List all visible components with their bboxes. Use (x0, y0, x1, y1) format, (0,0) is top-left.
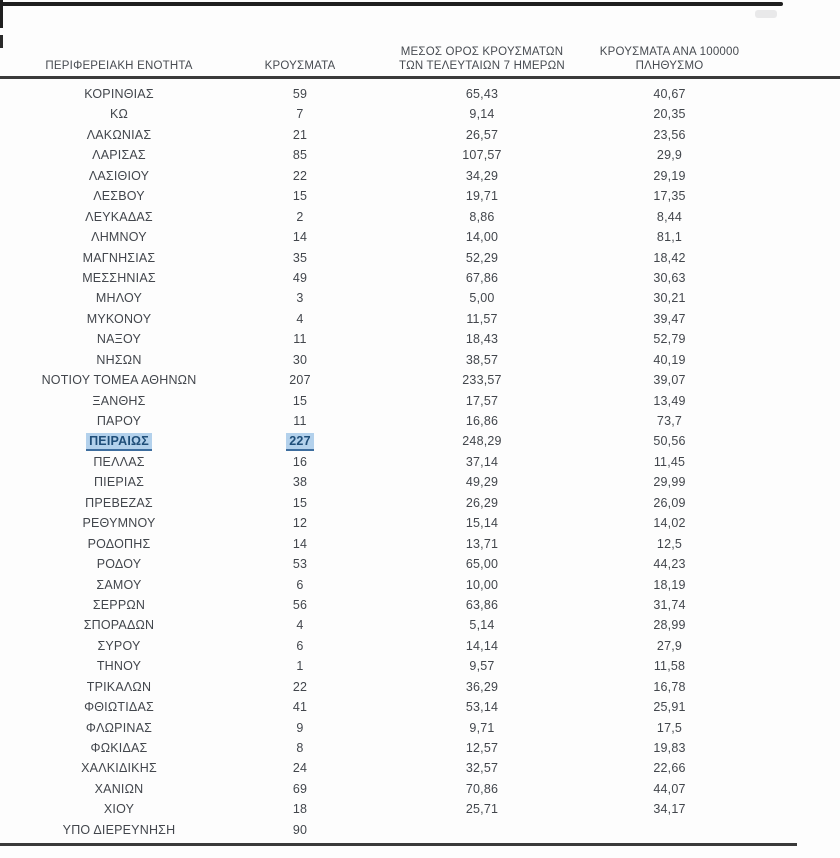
region-cell: ΦΩΚΙΔΑΣ (90, 741, 148, 755)
region-cell: ΜΗΛΟΥ (95, 291, 143, 306)
avg7-cell (362, 820, 602, 840)
per100k-cell: 44,07 (653, 781, 686, 796)
per100k-cell: 73,7 (656, 414, 683, 428)
per100k-cell: 8,44 (656, 209, 683, 224)
table-row (0, 370, 840, 390)
table-row (0, 738, 840, 758)
avg7-cell: 49,29 (465, 475, 499, 490)
cases-cell: 11 (293, 332, 307, 347)
per100k-cell: 18,19 (653, 577, 686, 592)
per100k-cell: 20,35 (653, 107, 686, 122)
table-row (0, 472, 840, 492)
region-cell: ΝΗΣΩΝ (96, 352, 142, 367)
cases-cell: 22 (292, 168, 308, 183)
per100k-cell: 52,79 (653, 332, 686, 347)
per100k-cell: 29,19 (653, 168, 686, 183)
table-row (0, 697, 840, 717)
per100k-cell: 30,63 (653, 270, 686, 285)
table-row (0, 411, 840, 431)
per100k-cell: 12,5 (656, 536, 683, 551)
table-row (0, 329, 840, 349)
per100k-cell: 29,9 (656, 148, 683, 163)
per100k-cell: 25,91 (653, 700, 686, 715)
cases-cell: 16 (292, 454, 308, 469)
region-cell: ΛΗΜΝΟΥ (91, 230, 147, 245)
table-row (0, 125, 840, 145)
table-body (0, 84, 840, 840)
avg7-cell: 37,14 (465, 454, 499, 469)
table-row (0, 104, 840, 124)
cases-cell: 30 (292, 352, 308, 367)
avg7-cell: 63,86 (465, 597, 499, 612)
per100k-cell: 28,99 (653, 618, 686, 633)
cases-cell: 15 (292, 393, 308, 408)
cases-cell: 49 (292, 270, 308, 285)
table-row (0, 288, 840, 308)
avg7-cell: 65,43 (465, 87, 499, 101)
left-edge-rule (0, 0, 3, 28)
region-cell: ΦΛΩΡΙΝΑΣ (85, 720, 153, 735)
per100k-cell: 27,9 (656, 638, 683, 653)
avg7-cell: 18,43 (465, 332, 499, 347)
avg7-cell: 34,29 (465, 168, 499, 183)
table-row (0, 513, 840, 533)
region-cell: ΞΑΝΘΗΣ (92, 393, 146, 408)
region-cell: ΠΡΕΒΕΖΑΣ (85, 495, 153, 510)
table-row (0, 431, 840, 451)
avg7-cell: 9,14 (469, 107, 495, 122)
table-row (0, 268, 840, 288)
table-row (0, 309, 840, 329)
avg7-cell: 65,00 (465, 557, 499, 572)
table-row (0, 656, 840, 676)
region-cell: ΠΕΛΛΑΣ (93, 454, 145, 469)
cases-cell: 69 (292, 781, 308, 796)
cases-cell: 59 (292, 87, 308, 101)
avg7-cell: 14,14 (465, 638, 499, 653)
per100k-cell: 40,67 (653, 87, 686, 101)
avg7-cell: 19,71 (465, 189, 499, 204)
cases-cell: 12 (292, 516, 308, 531)
region-cell: ΝΑΞΟΥ (96, 332, 142, 347)
per100k-cell: 34,17 (653, 802, 686, 817)
table-row (0, 248, 840, 268)
cases-cell: 4 (296, 311, 304, 326)
region-cell: ΚΟΡΙΝΘΙΑΣ (84, 87, 154, 101)
region-cell: ΣΑΜΟΥ (96, 577, 142, 592)
avg7-cell: 8,86 (469, 209, 495, 224)
cases-cell: 1 (296, 659, 304, 674)
table-row (0, 145, 840, 165)
cases-cell: 90 (292, 822, 308, 837)
cases-cell: 22 (292, 679, 308, 694)
cases-cell: 8 (296, 741, 304, 755)
cases-cell: 41 (292, 700, 308, 715)
column-header-line2: ΠΕΡΙΦΕΡΕΙΑΚΗ ΕΝΟΤΗΤΑ (45, 60, 193, 72)
cases-cell: 3 (296, 291, 304, 306)
avg7-cell: 53,14 (465, 700, 499, 715)
region-cell: ΡΕΘΥΜΝΟΥ (82, 516, 156, 531)
avg7-cell: 9,57 (469, 659, 495, 674)
table-row (0, 166, 840, 186)
per100k-cell: 17,35 (653, 189, 686, 204)
per100k-cell: 17,5 (656, 720, 683, 735)
region-cell: ΜΕΣΣΗΝΙΑΣ (82, 270, 156, 285)
region-cell: ΤΗΝΟΥ (96, 659, 142, 674)
table-row (0, 575, 840, 595)
region-cell: ΠΑΡΟΥ (96, 414, 142, 428)
region-cell: ΤΡΙΚΑΛΩΝ (86, 679, 152, 694)
table-row (0, 350, 840, 370)
region-cell: ΦΘΙΩΤΙΔΑΣ (84, 700, 154, 715)
table-row (0, 84, 840, 104)
per100k-cell: 16,78 (653, 679, 686, 694)
avg7-cell: 36,29 (465, 679, 499, 694)
avg7-cell: 9,71 (469, 720, 495, 735)
table-row (0, 554, 840, 574)
region-cell: ΣΕΡΡΩΝ (92, 597, 146, 612)
avg7-cell: 26,29 (465, 495, 499, 510)
cases-cell: 38 (292, 475, 308, 490)
column-header-line2: ΚΡΟΥΣΜΑΤΑ (264, 60, 336, 72)
region-cell: ΧΑΛΚΙΔΙΚΗΣ (81, 761, 157, 776)
avg7-cell: 17,57 (465, 393, 499, 408)
cases-cell: 85 (292, 148, 308, 163)
cases-cell: 35 (292, 250, 308, 265)
per100k-cell: 14,02 (653, 516, 686, 531)
per100k-cell: 11,45 (653, 454, 686, 469)
cases-cell: 4 (296, 618, 304, 633)
per100k-cell (602, 820, 737, 840)
avg7-cell: 11,57 (466, 311, 498, 326)
region-cell: ΧΙΟΥ (103, 802, 135, 817)
column-header-cases (238, 32, 362, 76)
avg7-cell: 38,57 (465, 352, 499, 367)
table-row (0, 799, 840, 819)
bottom-rule-line (0, 843, 797, 846)
region-cell: ΛΑΣΙΘΙΟΥ (88, 168, 150, 183)
table-row (0, 636, 840, 656)
region-cell: ΠΙΕΡΙΑΣ (93, 475, 145, 490)
region-cell: ΛΑΚΩΝΙΑΣ (86, 127, 152, 142)
cases-cell: 53 (292, 557, 308, 572)
table-row (0, 207, 840, 227)
column-header-line2: ΠΛΗΘΥΣΜΟ (635, 60, 704, 72)
column-header-7day-average (362, 32, 602, 76)
table-row (0, 186, 840, 206)
table-row (0, 391, 840, 411)
region-cell: ΣΠΟΡΑΔΩΝ (83, 618, 155, 633)
table-row (0, 779, 840, 799)
avg7-cell: 5,14 (469, 618, 495, 633)
avg7-cell: 10,00 (465, 577, 499, 592)
avg7-cell: 15,14 (465, 516, 499, 531)
column-header-line2: ΤΩΝ ΤΕΛΕΥΤΑΙΩΝ 7 ΗΜΕΡΩΝ (399, 60, 565, 72)
cases-cell: 24 (292, 761, 308, 776)
region-cell: ΝΟΤΙΟΥ ΤΟΜΕΑ ΑΘΗΝΩΝ (41, 373, 197, 388)
per100k-cell: 11,58 (653, 659, 686, 674)
region-cell: ΠΕΙΡΑΙΩΣ (0, 431, 238, 451)
cases-cell: 15 (292, 189, 308, 204)
page-artifact-smudge (755, 10, 777, 18)
table-row (0, 452, 840, 472)
table-row (0, 758, 840, 778)
avg7-cell: 107,57 (462, 148, 502, 163)
per100k-cell: 22,66 (653, 761, 686, 776)
per100k-cell: 19,83 (653, 741, 686, 755)
column-header-line1: ΚΡΟΥΣΜΑΤΑ ΑΝΑ 100000 (599, 46, 740, 58)
table-row (0, 227, 840, 247)
cases-cell: 207 (289, 373, 311, 388)
per100k-cell: 26,09 (653, 495, 686, 510)
avg7-cell: 25,71 (465, 802, 499, 817)
top-rule-line (0, 2, 783, 6)
table-header-row (0, 32, 840, 76)
per100k-cell: 81,1 (656, 230, 683, 245)
cases-cell: 2 (296, 209, 304, 224)
region-cell: ΡΟΔΟΠΗΣ (87, 536, 151, 551)
cases-cell: 11 (293, 414, 307, 428)
region-cell: ΛΑΡΙΣΑΣ (92, 148, 146, 163)
per100k-cell: 29,99 (653, 475, 686, 490)
avg7-cell: 233,57 (462, 373, 502, 388)
table-row (0, 534, 840, 554)
column-header-line1: ΜΕΣΟΣ ΟΡΟΣ ΚΡΟΥΣΜΑΤΩΝ (400, 46, 564, 58)
avg7-cell: 248,29 (462, 434, 502, 449)
region-cell: ΛΕΥΚΑΔΑΣ (85, 209, 153, 224)
avg7-cell: 52,29 (465, 250, 499, 265)
avg7-cell: 26,57 (465, 127, 499, 142)
cases-cell: 14 (292, 536, 308, 551)
cases-cell: 6 (296, 638, 304, 653)
region-cell: ΜΥΚΟΝΟΥ (86, 311, 152, 326)
table-row (0, 820, 840, 840)
cases-cell: 6 (296, 577, 304, 592)
cases-cell: 14 (292, 230, 308, 245)
cases-cell: 56 (292, 597, 308, 612)
avg7-cell: 5,00 (469, 291, 495, 306)
avg7-cell: 67,86 (465, 270, 499, 285)
per100k-cell: 50,56 (653, 434, 686, 449)
per100k-cell: 13,49 (653, 393, 686, 408)
region-cell: ΣΥΡΟΥ (97, 638, 141, 653)
table-row (0, 677, 840, 697)
avg7-cell: 32,57 (465, 761, 499, 776)
per100k-cell: 39,47 (653, 311, 686, 326)
avg7-cell: 13,71 (465, 536, 499, 551)
cases-cell: 15 (292, 495, 308, 510)
region-cell: ΧΑΝΙΩΝ (94, 781, 144, 796)
avg7-cell: 70,86 (465, 781, 499, 796)
table-row (0, 615, 840, 635)
avg7-cell: 14,00 (465, 230, 499, 245)
cases-cell: 18 (292, 802, 308, 817)
per100k-cell: 40,19 (653, 352, 686, 367)
column-header-per-100000 (599, 32, 740, 76)
column-header-region (0, 32, 238, 76)
table-row (0, 595, 840, 615)
per100k-cell: 44,23 (653, 557, 686, 572)
cases-cell: 9 (296, 720, 304, 735)
per100k-cell: 18,42 (653, 250, 686, 265)
per100k-cell: 31,74 (653, 597, 686, 612)
cases-cell: 7 (296, 107, 304, 122)
region-cell: ΥΠΟ ΔΙΕΡΕΥΝΗΣΗ (62, 822, 176, 837)
cases-cell: 21 (292, 127, 308, 142)
table-row (0, 493, 840, 513)
per100k-cell: 39,07 (653, 373, 686, 388)
region-cell: ΡΟΔΟΥ (96, 557, 142, 572)
header-rule-line (0, 76, 840, 79)
region-cell: ΜΑΓΝΗΣΙΑΣ (82, 250, 156, 265)
avg7-cell: 16,86 (465, 414, 499, 428)
per100k-cell: 23,56 (653, 127, 686, 142)
region-cell: ΛΕΣΒΟΥ (93, 189, 145, 204)
region-cell: ΚΩ (109, 107, 129, 122)
per100k-cell: 30,21 (653, 291, 686, 306)
cases-cell: 227 (238, 431, 362, 451)
avg7-cell: 12,57 (465, 741, 499, 755)
table-row (0, 718, 840, 738)
